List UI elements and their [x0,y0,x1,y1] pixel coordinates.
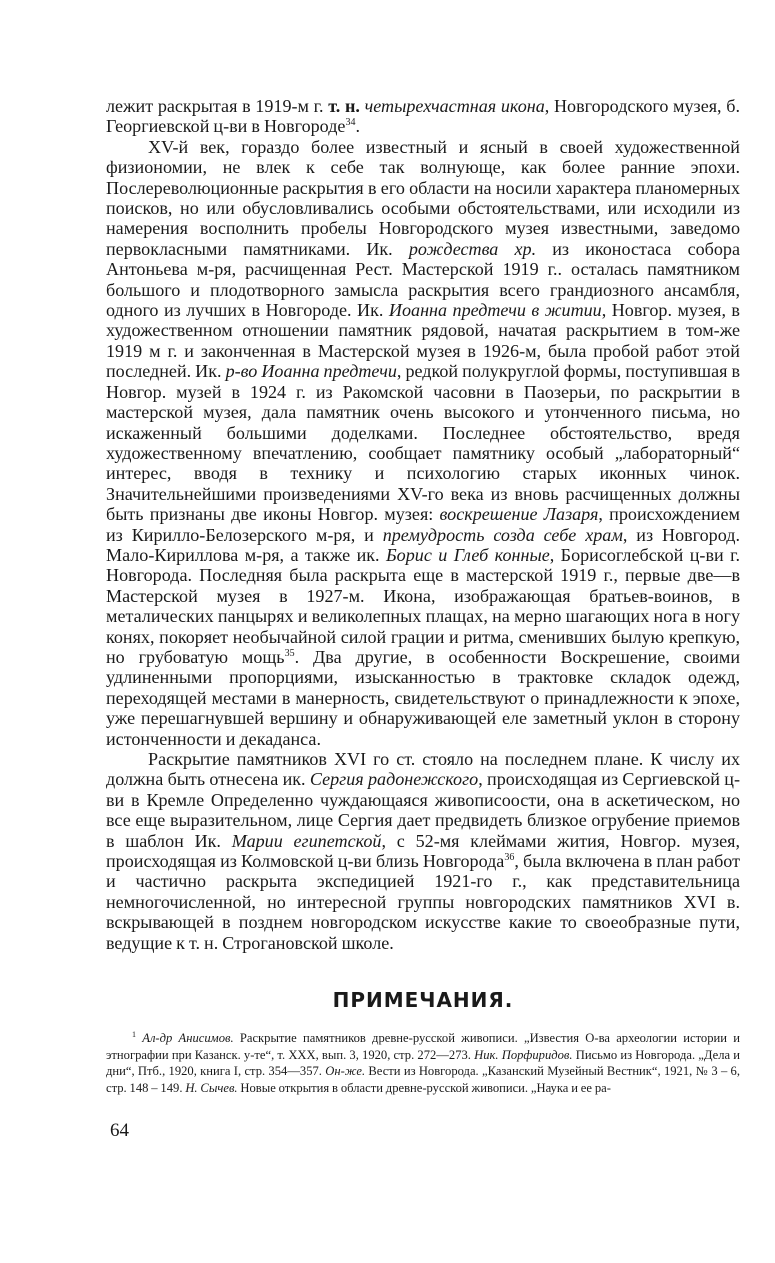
footnote-number: 1 [132,1029,136,1039]
paragraph-2: XV-й век, гораздо более известный и ясный в своей художественной физиономии, не влек к себе так волнующе, как более ранние эпохи. Послереволюционные раскрытия в его области на носили характера планомерных поисков, но или обусловливались особыми обстоятельствами, или исходили из намерения восполнить пробелы Новгородского музея известными, заведомо первокласными памятниками. Ик. рождества хр. из иконостаса собора Антоньева м-ря, расчищенная Рест. Мастерской 1919 г.. осталась памятником большого и плодотворного замысла раскрытия всего грандиозного ансамбля, одного из лучших в Новгороде. Ик. Иоанна предтечи в житии, Новгор. музея, в художественном отношении памятник рядовой, начатая раскрытием в том-же 1919 м г. и законченная в Мастерской музея в 1926-м, была пробой работ этой последней. Ик. р-во Иоанна предтечи, редкой полукруглой формы, поступившая в Новгор. музей в 1924 г. из Ракомской часовни в Паозерьи, по раскрытии в мастерской музея, дала памятник очень высокого и утонченного письма, но искаженный большими доделками. Последнее обстоятельство, вредя художественному впечатлению, сообщает памятнику особый „лабораторный“ интерес, вводя в технику и психологию старых иконных чинок. Значительнейшими произведениями XV-го века из вновь расчищенных должны быть признаны две иконы Новгор. музея: воскрешение Лазаря, происхождением из Кирилло-Белозерского м-ря, и премудрость созда себе храм, из Новгород. Мало-Кириллова м-ря, а также ик. Борис и Глеб конные, Борисоглебской ц-ви г. Новгорода. Последняя была раскрыта еще в мастерской 1919 г., первые две—в Мастерской музея в 1927-м. Икона, изображающая братьев-воинов, в металических панцырях и великолепных плащах, на мерно шагающих нога в ногу конях, покоряет необычайной силой грации и ритма, сменивших былую крепкую, но грубоватую мощь$^{35}$. Два другие, в особенности Воскрешение, своими удлиненными пропорциями, изысканностью в трактовке складок одежд, переходящей местами в манерность, свидетельствуют о принадлежности к эпохе, уже перешагнувшей вершину и обнаруживающей еле заметный уклон в сторону истонченности и декаданса. [106,136,741,749]
footnote-ref: 36 [504,852,515,863]
main-text [106,96,740,953]
page-number: 64 [110,1120,129,1141]
footnote-ref: 34 [345,117,356,129]
footnotes [106,1030,740,1096]
paragraph-1: лежит раскрытая в 1919-м г. т. н. четырехчастная икона, Новгородского музея, б. Георгиевской ц-ви в Новгороде$^{34}$. [106,96,740,137]
paragraph-3: Раскрытие памятников XVI го ст. стояло на последнем плане. К числу их должна быть отнесена ик. Сергия радонежского, происходящая из Сергиевской ц-ви в Кремле Определенно чуждающаяся живописоости, она в аскетическом, но все еще выразительном, лице Сергия дает предвидеть близкое огрубение приемов в шаблон Ик. Марии египетской, с 52-мя клеймами жития, Новгор. музея, происходящая из Колмовской ц-ви близь Новгорода$^{36}$, была включена в план работ и частично раскрыта экспедицией 1921-го г., как представительница немногочисленной, но интересной группы новгородских памятников XVI в. вскрывающей в позднем новгородском искусстве какие то своеобразные пути, ведущие к т. н. Строгановской школе. [106,749,741,953]
footnote-1: $^1$ Ал-др Анисимов. Раскрытие памятников древне-русской живописи. „Известия О-ва археологии истории и этнографии при Казанск. у-те“, т. XXX, вып. 3, 1920, стр. 272—273. Ник. Порфиридов. Письмо из Новгорода. „Дела и дни“, Птб., 1920, книга I, стр. 354—357. Он-же. Вести из Новгорода. „Казанский Музейный Вестник“, 1921, № 3 – 6, стр. 148 – 149. Н. Сычев. Новые открытия в области древне-русской живописи. „Наука и ее ра- [106,1029,740,1095]
footnote-ref: 35 [284,647,295,659]
notes-heading: ПРИМЕЧАНИЯ. [332,988,514,1012]
